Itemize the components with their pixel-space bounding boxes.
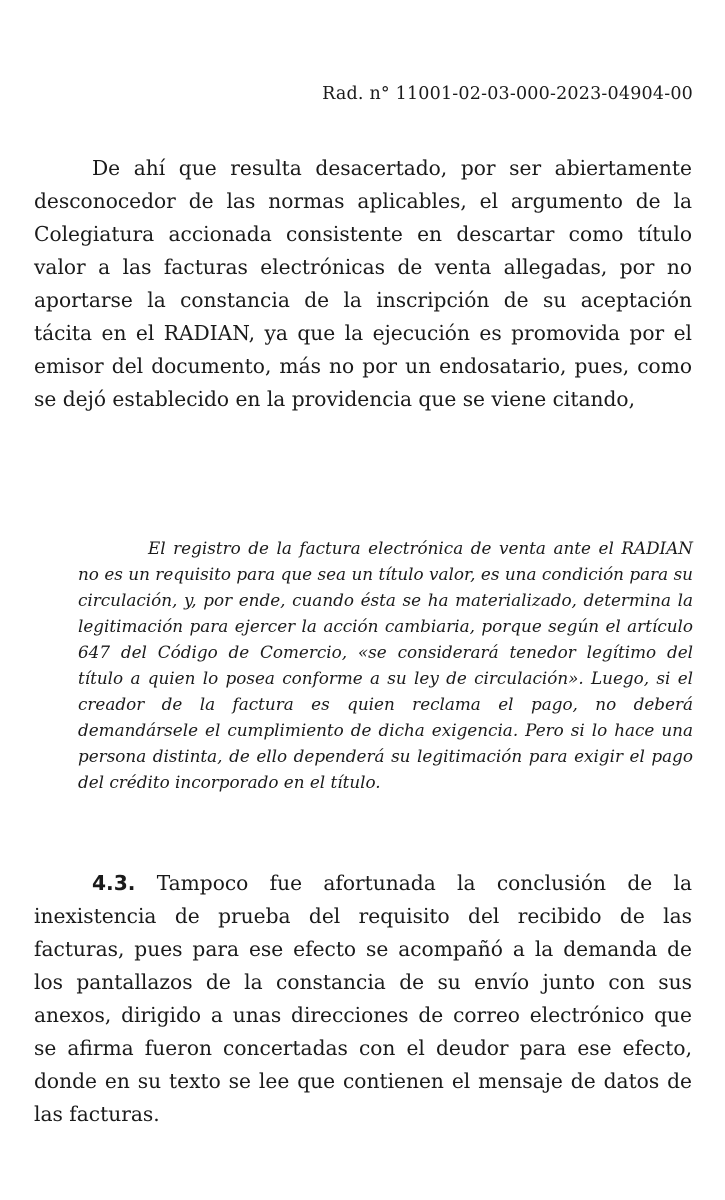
body-paragraph-2 — [34, 867, 692, 1131]
section-text: Tampoco fue afortunada la conclusión de la inexistencia de prueba del requisito del recibido de las facturas, pues para ese efecto se acompañó a la demanda de los pantallazos de la constancia de su envío junto con sus anexos, dirigido a unas direcciones de correo electrónico que se afirma fueron concertadas con el deudor para ese efecto, donde en su texto se lee que contienen el mensaje de datos de las facturas. — [34, 871, 692, 1126]
case-number-header: Rad. n° 11001-02-03-000-2023-04904-00 — [322, 84, 693, 104]
block-quote: El registro de la factura electrónica de venta ante el RADIAN no es un requisito para que sea un título valor, es una condición para su circulación, y, por ende, cuando ésta se ha materializado, determina la legitimación para ejercer la acción cambiaria, porque según el artículo 647 del Código de Comercio, «se considerará tenedor legítimo del título a quien lo posea conforme a su ley de circulación». Luego, si el creador de la factura es quien reclama el pago, no deberá demandársele el cumplimiento de dicha exigencia. Pero si lo hace una persona distinta, de ello dependerá su legitimación para exigir el pago del crédito incorporado en el título. — [78, 538, 693, 792]
body-paragraph-1: De ahí que resulta desacertado, por ser abiertamente desconocedor de las normas aplicables, el argumento de la Colegiatura accionada consistente en descartar como título valor a las facturas electrónicas de venta allegadas, por no aportarse la constancia de la inscripción de su aceptación tácita en el RADIAN, ya que la ejecución es promovida por el emisor del documento, más no por un endosatario, pues, como se dejó establecido en la providencia que se viene citando, — [34, 156, 692, 411]
section-number: 4.3. — [92, 871, 136, 895]
